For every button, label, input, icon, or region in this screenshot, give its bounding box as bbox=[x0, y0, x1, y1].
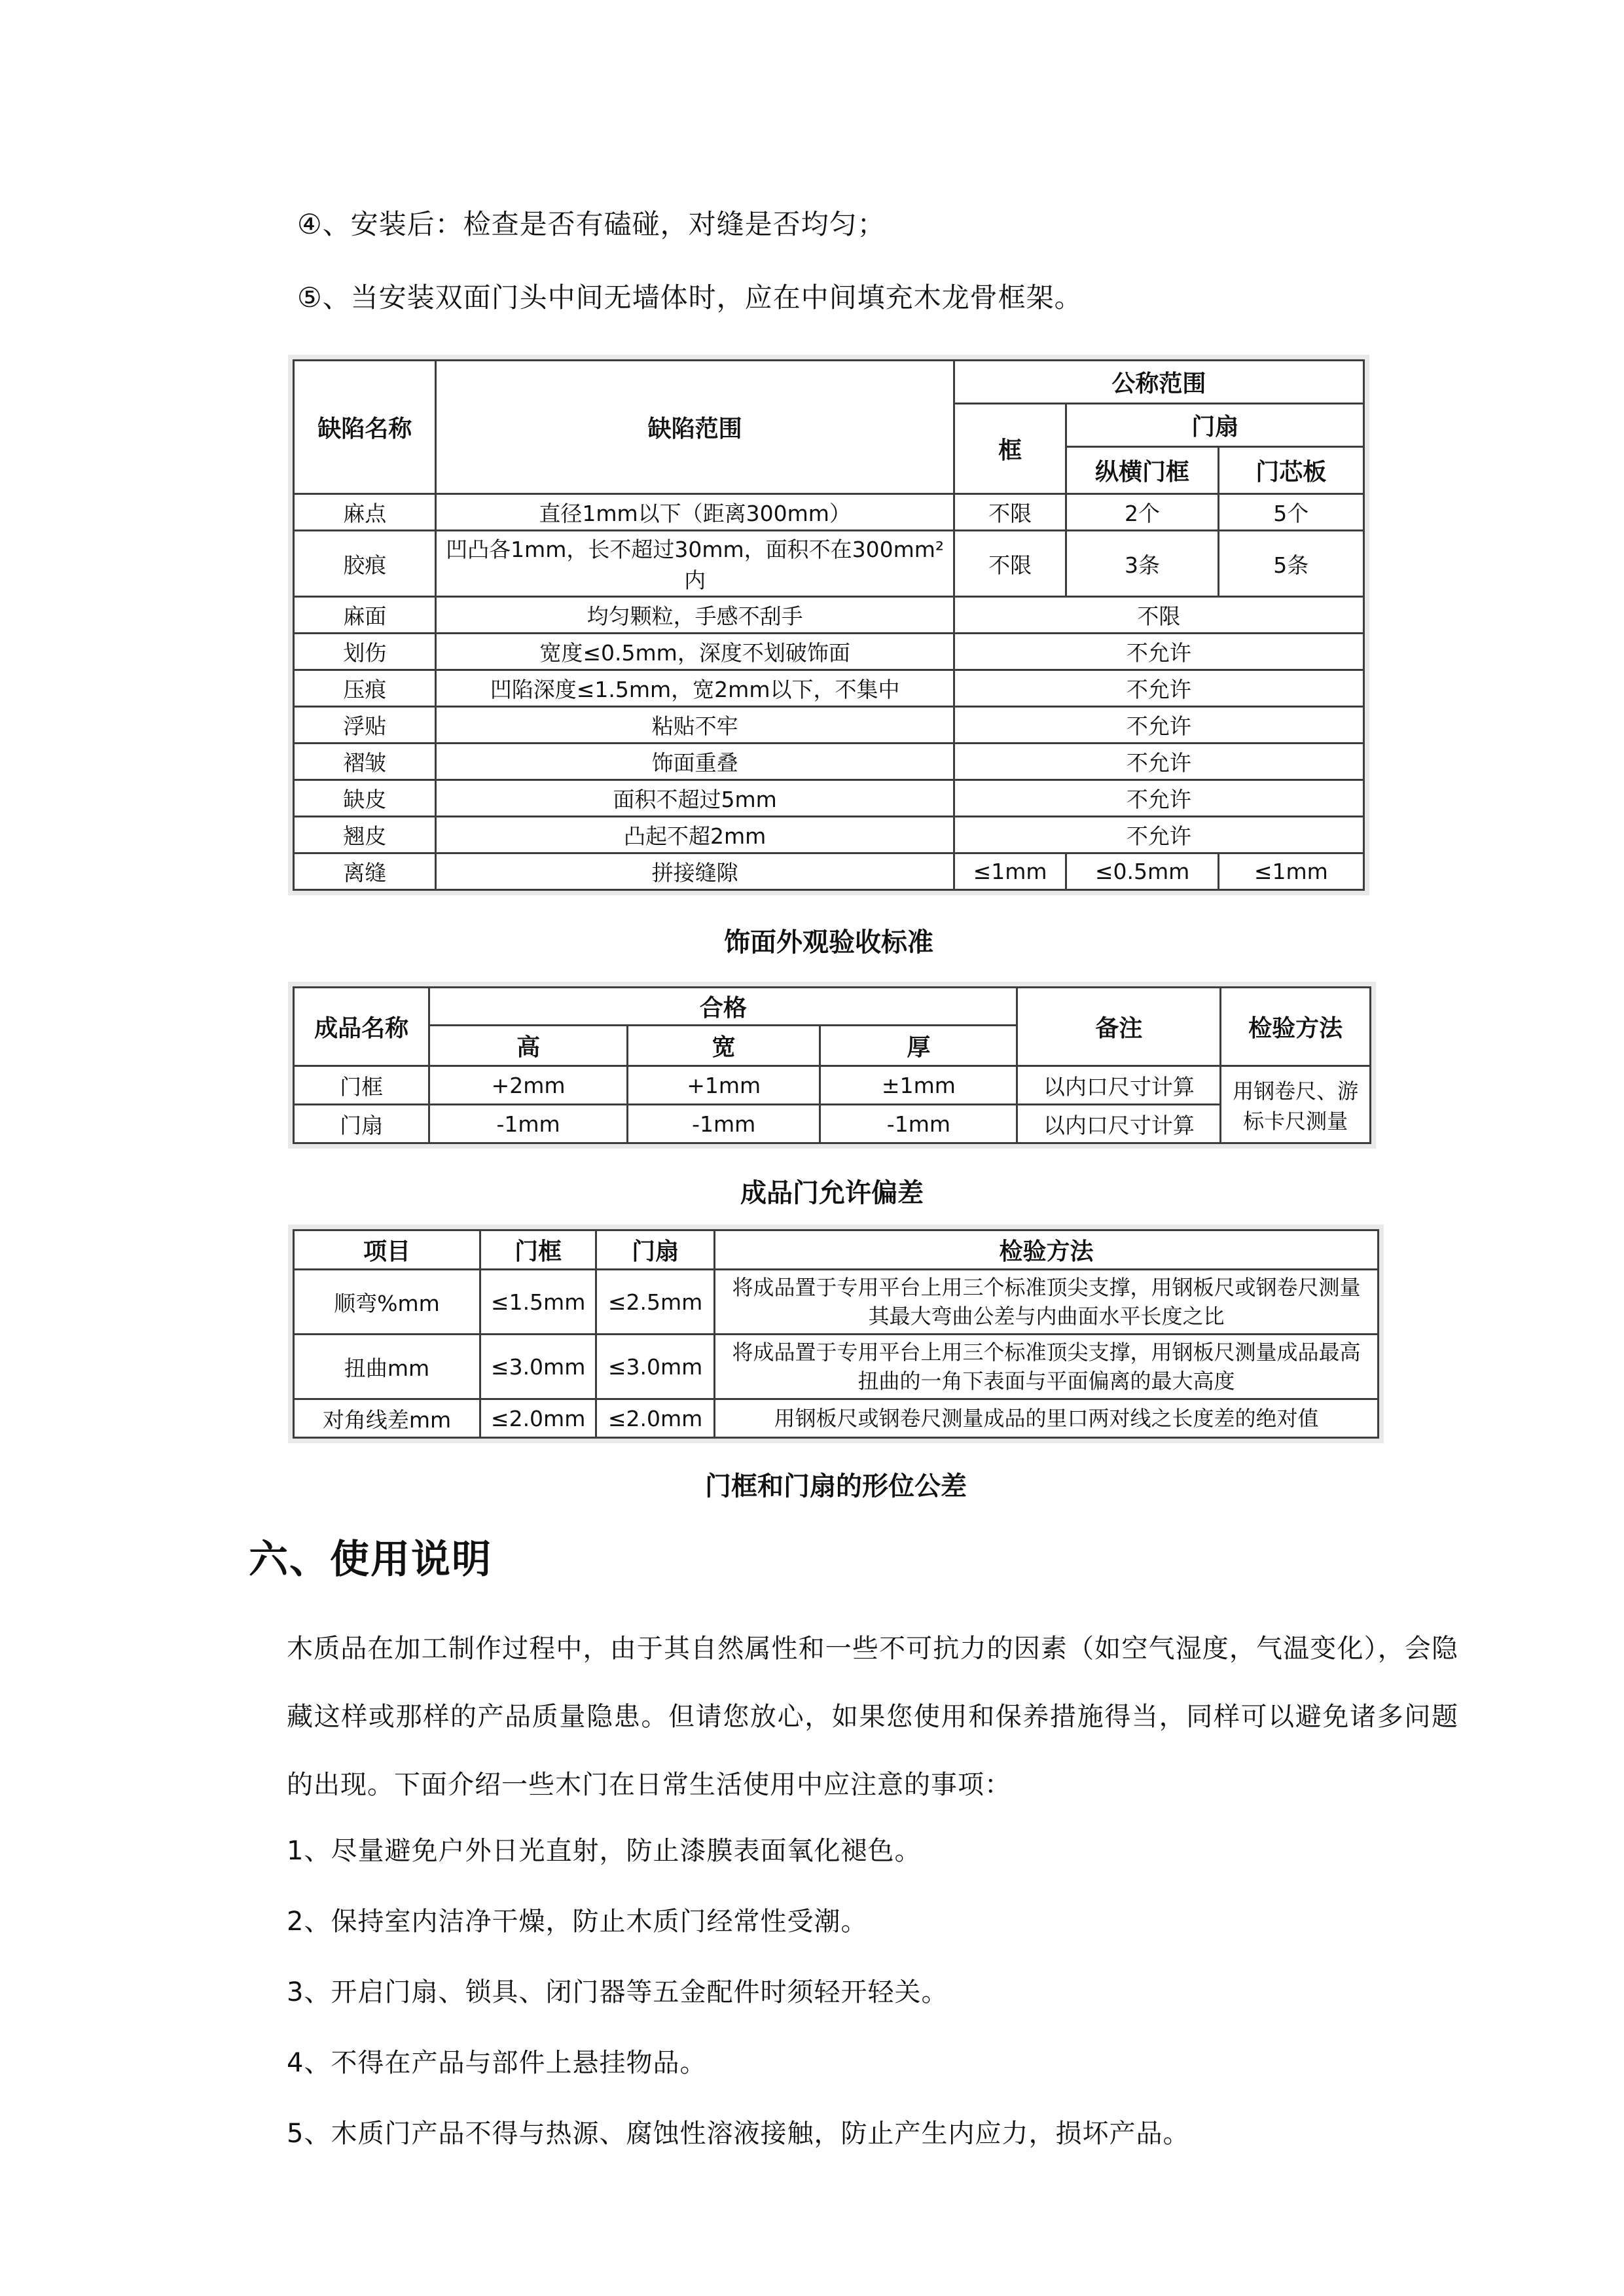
defect-name-cell: 离缝 bbox=[294, 853, 436, 890]
col-header-method: 检验方法 bbox=[714, 1230, 1378, 1270]
method-cell: 将成品置于专用平台上用三个标准顶尖支撑，用钢板尺测量成品最高扭曲的一角下表面与平面偏离的最大高度 bbox=[714, 1335, 1378, 1399]
deviation-table bbox=[293, 986, 1371, 1144]
col-header-thickness: 厚 bbox=[820, 1026, 1017, 1066]
table-header-row bbox=[294, 361, 1364, 404]
col-header-qualified: 合格 bbox=[429, 988, 1017, 1026]
defect-range-cell: 宽度≤0.5mm，深度不划破饰面 bbox=[436, 634, 954, 670]
table-row bbox=[294, 780, 1364, 817]
vh-frame-cell: 2个 bbox=[1066, 494, 1218, 531]
frame-cell: ≤3.0mm bbox=[480, 1335, 596, 1399]
table-row bbox=[294, 597, 1364, 634]
col-header-width: 宽 bbox=[627, 1026, 820, 1066]
table-row bbox=[294, 494, 1364, 531]
col-header-frame: 门框 bbox=[480, 1230, 596, 1270]
method-cell: 用钢板尺或钢卷尺测量成品的里口两对线之长度差的绝对值 bbox=[714, 1399, 1378, 1438]
col-header-core-board: 门芯板 bbox=[1218, 447, 1363, 494]
form-table-wrap bbox=[288, 1225, 1384, 1443]
product-name-cell: 门扇 bbox=[294, 1105, 429, 1143]
frame-cell: ≤1mm bbox=[954, 853, 1066, 890]
height-cell: +2mm bbox=[429, 1066, 628, 1105]
remark-cell: 以内口尺寸计算 bbox=[1017, 1105, 1221, 1143]
merged-limit-cell: 不允许 bbox=[954, 634, 1363, 670]
usage-list bbox=[287, 1835, 1458, 2150]
table-row bbox=[294, 1399, 1379, 1438]
item-cell: 顺弯%mm bbox=[294, 1270, 480, 1335]
leaf-cell: ≤2.0mm bbox=[596, 1399, 715, 1438]
defect-name-cell: 麻面 bbox=[294, 597, 436, 634]
col-header-vh-frame: 纵横门框 bbox=[1066, 447, 1218, 494]
col-header-nominal-range: 公称范围 bbox=[954, 361, 1363, 404]
frame-cell: ≤1.5mm bbox=[480, 1270, 596, 1335]
defect-range-cell: 凹陷深度≤1.5mm，宽2mm以下，不集中 bbox=[436, 670, 954, 707]
table-header-row bbox=[294, 1230, 1379, 1270]
col-header-remark: 备注 bbox=[1017, 988, 1221, 1066]
col-header-defect-name: 缺陷名称 bbox=[294, 361, 436, 494]
form-table-caption: 门框和门扇的形位公差 bbox=[705, 1471, 967, 1501]
defect-name-cell: 压痕 bbox=[294, 670, 436, 707]
table-row bbox=[294, 1335, 1379, 1399]
frame-cell: 不限 bbox=[954, 531, 1066, 597]
thickness-cell: ±1mm bbox=[820, 1066, 1017, 1105]
frame-cell: 不限 bbox=[954, 494, 1066, 531]
defect-table bbox=[293, 359, 1365, 891]
col-header-product-name: 成品名称 bbox=[294, 988, 429, 1066]
table-header-row bbox=[294, 988, 1371, 1026]
table-row bbox=[294, 531, 1364, 597]
table-row bbox=[294, 634, 1364, 670]
width-cell: -1mm bbox=[627, 1105, 820, 1143]
merged-limit-cell: 不限 bbox=[954, 597, 1363, 634]
frame-cell: ≤2.0mm bbox=[480, 1399, 596, 1438]
col-header-leaf: 门扇 bbox=[596, 1230, 715, 1270]
product-name-cell: 门框 bbox=[294, 1066, 429, 1105]
deviation-table-wrap bbox=[288, 982, 1376, 1149]
item-cell: 对角线差mm bbox=[294, 1399, 480, 1438]
table-row bbox=[294, 817, 1364, 853]
list-item: 5、木质门产品不得与热源、腐蚀性溶液接触，防止产生内应力，损坏产品。 bbox=[287, 2119, 1190, 2149]
leaf-cell: ≤2.5mm bbox=[596, 1270, 715, 1335]
defect-name-cell: 麻点 bbox=[294, 494, 436, 531]
defect-range-cell: 凹凸各1mm，长不超过30mm，面积不在300mm²内 bbox=[436, 531, 954, 597]
usage-paragraph: 木质品在加工制作过程中，由于其自然属性和一些不可抗力的因素（如空气湿度，气温变化），会隐藏这样或那样的产品质量隐患。但请您放心，如果您使用和保养措施得当，同样可以避免诸多问题的出现。下面介绍一些木门在日常生活使用中应注意的事项： bbox=[287, 1634, 1458, 1800]
merged-limit-cell: 不允许 bbox=[954, 817, 1363, 853]
col-header-defect-range: 缺陷范围 bbox=[436, 361, 954, 494]
defect-range-cell: 饰面重叠 bbox=[436, 744, 954, 780]
col-header-height: 高 bbox=[429, 1026, 628, 1066]
defect-range-cell: 面积不超过5mm bbox=[436, 780, 954, 817]
height-cell: -1mm bbox=[429, 1105, 628, 1143]
defect-name-cell: 翘皮 bbox=[294, 817, 436, 853]
method-merged-cell: 用钢卷尺、游标卡尺测量 bbox=[1221, 1066, 1371, 1143]
table-row bbox=[294, 744, 1364, 780]
table-row bbox=[294, 670, 1364, 707]
merged-limit-cell: 不允许 bbox=[954, 707, 1363, 744]
form-table bbox=[293, 1229, 1379, 1439]
item-cell: 扭曲mm bbox=[294, 1335, 480, 1399]
usage-section-heading: 六、使用说明 bbox=[249, 1537, 492, 1583]
list-item: 2、保持室内洁净干燥，防止木质门经常性受潮。 bbox=[287, 1907, 868, 1937]
col-header-item: 项目 bbox=[294, 1230, 480, 1270]
list-item: 3、开启门扇、锁具、闭门器等五金配件时须轻开轻关。 bbox=[287, 1977, 948, 2007]
install-note-4: ④、安装后：检查是否有磕碰，对缝是否均匀； bbox=[297, 208, 886, 240]
defect-table-wrap bbox=[288, 355, 1369, 895]
deviation-table-caption: 成品门允许偏差 bbox=[740, 1178, 924, 1208]
table-row bbox=[294, 707, 1364, 744]
method-cell: 将成品置于专用平台上用三个标准顶尖支撑，用钢板尺或钢卷尺测量其最大弯曲公差与内曲面水平长度之比 bbox=[714, 1270, 1378, 1335]
merged-limit-cell: 不允许 bbox=[954, 670, 1363, 707]
remark-cell: 以内口尺寸计算 bbox=[1017, 1066, 1221, 1105]
install-note-5: ⑤、当安装双面门头中间无墙体时，应在中间填充木龙骨框架。 bbox=[297, 281, 1083, 314]
list-item: 1、尽量避免户外日光直射，防止漆膜表面氧化褪色。 bbox=[287, 1836, 922, 1866]
defect-table-caption: 饰面外观验收标准 bbox=[724, 927, 933, 958]
core-board-cell: ≤1mm bbox=[1218, 853, 1363, 890]
core-board-cell: 5条 bbox=[1218, 531, 1363, 597]
defect-range-cell: 拼接缝隙 bbox=[436, 853, 954, 890]
table-row bbox=[294, 1105, 1371, 1143]
table-row bbox=[294, 1066, 1371, 1105]
table-row bbox=[294, 853, 1364, 890]
defect-name-cell: 胶痕 bbox=[294, 531, 436, 597]
col-header-method: 检验方法 bbox=[1221, 988, 1371, 1066]
col-header-frame: 框 bbox=[954, 404, 1066, 494]
vh-frame-cell: ≤0.5mm bbox=[1066, 853, 1218, 890]
defect-range-cell: 粘贴不牢 bbox=[436, 707, 954, 744]
defect-range-cell: 均匀颗粒，手感不刮手 bbox=[436, 597, 954, 634]
defect-name-cell: 浮贴 bbox=[294, 707, 436, 744]
defect-name-cell: 褶皱 bbox=[294, 744, 436, 780]
merged-limit-cell: 不允许 bbox=[954, 780, 1363, 817]
defect-range-cell: 凸起不超2mm bbox=[436, 817, 954, 853]
defect-name-cell: 划伤 bbox=[294, 634, 436, 670]
defect-name-cell: 缺皮 bbox=[294, 780, 436, 817]
merged-limit-cell: 不允许 bbox=[954, 744, 1363, 780]
vh-frame-cell: 3条 bbox=[1066, 531, 1218, 597]
core-board-cell: 5个 bbox=[1218, 494, 1363, 531]
leaf-cell: ≤3.0mm bbox=[596, 1335, 715, 1399]
list-item: 4、不得在产品与部件上悬挂物品。 bbox=[287, 2048, 707, 2078]
table-row bbox=[294, 1270, 1379, 1335]
col-header-door-leaf: 门扇 bbox=[1066, 404, 1364, 447]
width-cell: +1mm bbox=[627, 1066, 820, 1105]
thickness-cell: -1mm bbox=[820, 1105, 1017, 1143]
defect-range-cell: 直径1mm以下（距离300mm） bbox=[436, 494, 954, 531]
